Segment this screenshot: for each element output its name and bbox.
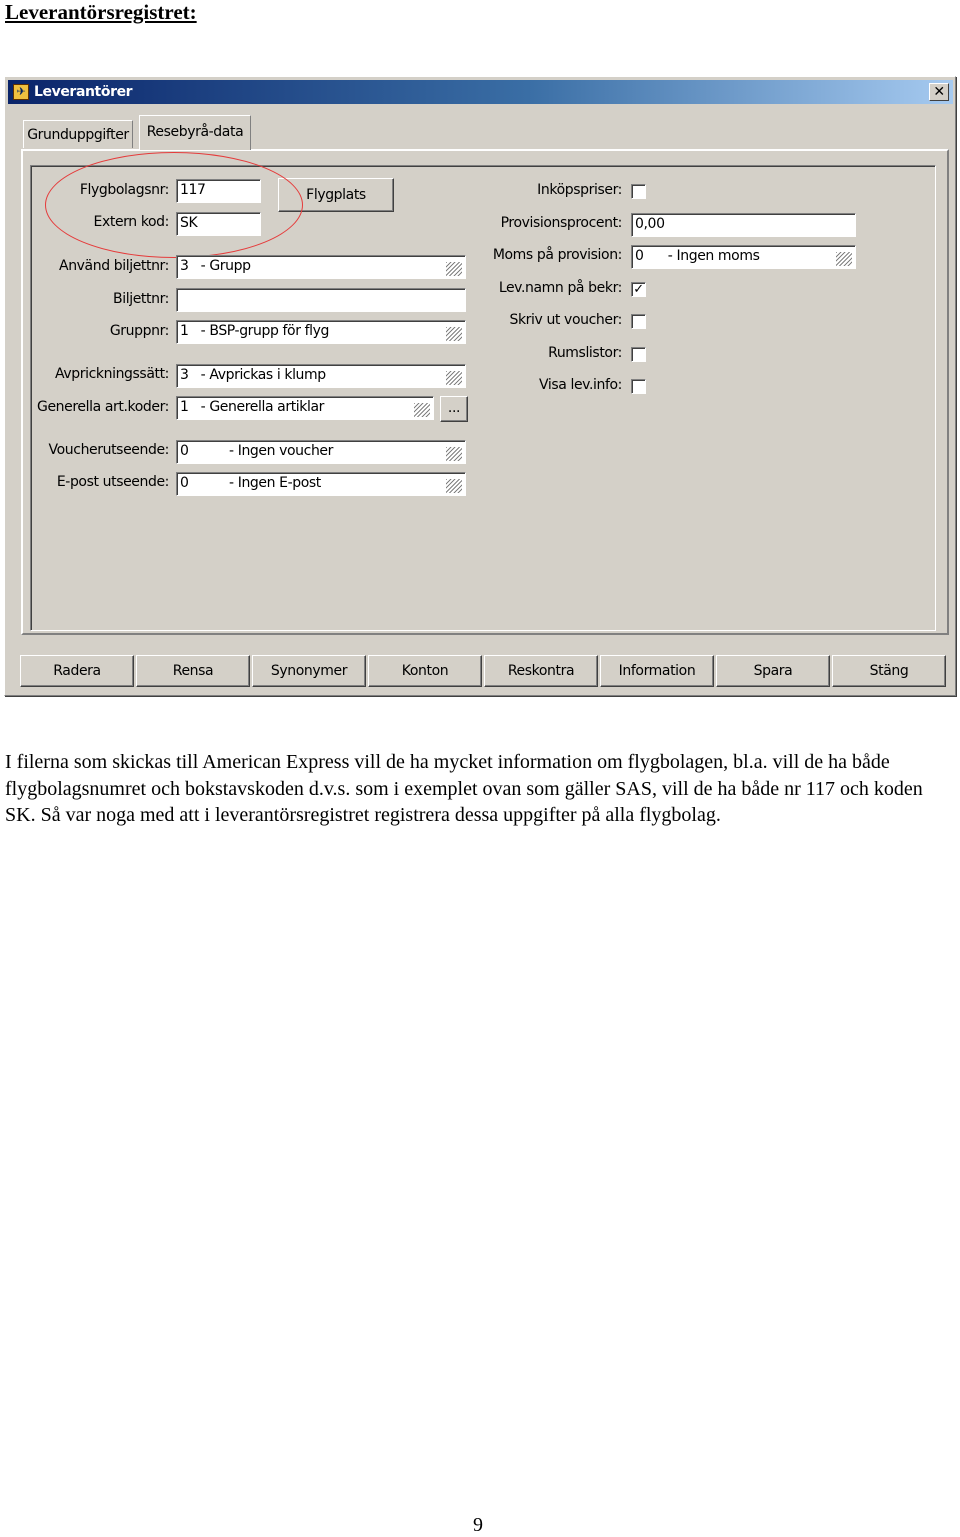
body-paragraph: I filerna som skickas till American Express vill de ha mycket information om flygbolagen, bl.a. vill de ha både flygbolagsnumret och bokstavskoden d.v.s. som i exemplet ovan som gäller SAS, vill de ha både nr 117 och koden SK. Så var noga med att i leverantörsregistret registrera dessa uppgifter på alla flygbolag. <box>5 751 923 827</box>
dropdown-grip-icon[interactable] <box>446 262 462 276</box>
radera-button[interactable]: Radera <box>20 655 134 687</box>
voucherutseende-value: 0 - Ingen voucher <box>180 443 333 459</box>
visa-lev-info-checkbox[interactable] <box>631 379 646 394</box>
moms-pa-provision-label: Moms på provision: <box>492 247 622 263</box>
leverantorer-window <box>4 76 956 696</box>
stang-button[interactable]: Stäng <box>832 655 946 687</box>
extern-kod-label: Extern kod: <box>93 214 169 230</box>
inkopspriser-checkbox[interactable] <box>631 184 646 199</box>
window-title: Leverantörer <box>34 84 133 100</box>
app-icon: ✈ <box>13 84 29 100</box>
provisionsprocent-label: Provisionsprocent: <box>500 215 622 231</box>
page-number: 9 <box>473 1514 483 1536</box>
spara-button[interactable]: Spara <box>716 655 830 687</box>
rumslistor-checkbox[interactable] <box>631 347 646 362</box>
biljettnr-input[interactable] <box>176 288 466 312</box>
dropdown-grip-icon[interactable] <box>446 447 462 461</box>
gruppnr-label: Gruppnr: <box>109 323 169 339</box>
title-bar[interactable] <box>8 80 953 104</box>
dropdown-grip-icon[interactable] <box>446 371 462 385</box>
anvand-biljettnr-value: 3 - Grupp <box>180 258 251 274</box>
skriv-ut-voucher-label: Skriv ut voucher: <box>509 312 622 328</box>
tab-grunduppgifter[interactable]: Grunduppgifter <box>23 120 133 148</box>
epost-utseende-label: E-post utseende: <box>56 474 169 490</box>
close-button[interactable]: ✕ <box>929 83 949 101</box>
avprickningssatt-select[interactable] <box>176 364 466 388</box>
skriv-ut-voucher-checkbox[interactable] <box>631 314 646 329</box>
voucherutseende-label: Voucherutseende: <box>48 442 169 458</box>
dropdown-grip-icon[interactable] <box>446 327 462 341</box>
information-button[interactable]: Information <box>600 655 714 687</box>
avprickningssatt-label: Avprickningssätt: <box>55 366 169 382</box>
avprickningssatt-value: 3 - Avprickas i klump <box>180 367 326 383</box>
browse-button[interactable]: ... <box>440 396 468 422</box>
biljettnr-label: Biljettnr: <box>113 291 169 307</box>
moms-pa-provision-value: 0 - Ingen moms <box>635 248 760 264</box>
generella-art-koder-value: 1 - Generella artiklar <box>180 399 325 415</box>
epost-utseende-value: 0 - Ingen E-post <box>180 475 321 491</box>
lev-namn-pa-bekr-checkbox[interactable]: ✓ <box>631 282 646 297</box>
dropdown-grip-icon[interactable] <box>446 479 462 493</box>
extern-kod-input[interactable]: SK <box>176 212 261 236</box>
gruppnr-value: 1 - BSP-grupp för flyg <box>180 323 330 339</box>
flygbolagsnr-input[interactable]: 117 <box>176 179 261 203</box>
gruppnr-select[interactable] <box>176 320 466 344</box>
tab-resebyra-data[interactable]: Resebyrå-data <box>139 115 251 150</box>
provisionsprocent-input[interactable]: 0,00 <box>631 213 856 237</box>
dropdown-grip-icon[interactable] <box>414 403 430 417</box>
visa-lev-info-label: Visa lev.info: <box>538 377 622 393</box>
rensa-button[interactable]: Rensa <box>136 655 250 687</box>
anvand-biljettnr-select[interactable] <box>176 255 466 279</box>
reskontra-button[interactable]: Reskontra <box>484 655 598 687</box>
document-heading: Leverantörsregistret: <box>5 0 197 24</box>
inkopspriser-label: Inköpspriser: <box>537 182 622 198</box>
voucherutseende-select[interactable] <box>176 440 466 464</box>
konton-button[interactable]: Konton <box>368 655 482 687</box>
flygbolagsnr-label: Flygbolagsnr: <box>79 182 169 198</box>
epost-utseende-select[interactable] <box>176 472 466 496</box>
dropdown-grip-icon[interactable] <box>836 252 852 266</box>
synonymer-button[interactable]: Synonymer <box>252 655 366 687</box>
anvand-biljettnr-label: Använd biljettnr: <box>59 258 169 274</box>
rumslistor-label: Rumslistor: <box>548 345 622 361</box>
lev-namn-pa-bekr-label: Lev.namn på bekr: <box>498 280 622 296</box>
flygplats-button[interactable]: Flygplats <box>278 178 394 212</box>
generella-art-koder-select[interactable] <box>176 396 434 420</box>
moms-pa-provision-select[interactable] <box>631 245 856 269</box>
generella-art-koder-label: Generella art.koder: <box>37 399 169 415</box>
